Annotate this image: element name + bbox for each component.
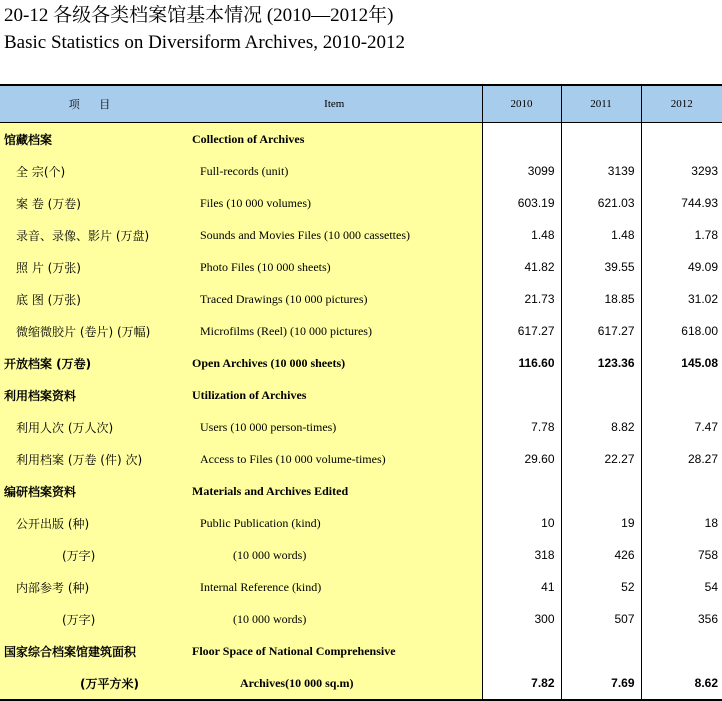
cell-value-2011: 18.85 <box>561 283 641 315</box>
table-row <box>0 539 722 571</box>
row-label-english: Open Archives (10 000 sheets) <box>187 347 482 379</box>
cell-value-2011: 123.36 <box>561 347 641 379</box>
row-label-chinese: 馆藏档案 <box>0 123 187 156</box>
cell-value-2010 <box>482 475 561 507</box>
cell-value-2011: 19 <box>561 507 641 539</box>
cell-value-2010: 318 <box>482 539 561 571</box>
cell-value-2012 <box>641 379 722 411</box>
cell-value-2011: 3139 <box>561 155 641 187</box>
cell-value-2011: 8.82 <box>561 411 641 443</box>
header-item-english: Item <box>187 85 482 123</box>
cell-value-2011 <box>561 475 641 507</box>
row-label-chinese: 开放档案 (万卷) <box>0 347 187 379</box>
table-row <box>0 251 722 283</box>
cell-value-2012 <box>641 635 722 667</box>
cell-value-2012: 618.00 <box>641 315 722 347</box>
cell-value-2012: 145.08 <box>641 347 722 379</box>
table-title-chinese: 20-12 各级各类档案馆基本情况 (2010—2012年) <box>4 5 394 26</box>
cell-value-2010 <box>482 379 561 411</box>
table-row <box>0 187 722 219</box>
cell-value-2010: 7.78 <box>482 411 561 443</box>
table-row <box>0 443 722 475</box>
row-label-english: Full-records (unit) <box>187 155 482 187</box>
row-label-chinese: 内部参考 (种) <box>0 571 187 603</box>
cell-value-2012: 8.62 <box>641 667 722 700</box>
header-year-2011: 2011 <box>561 85 641 123</box>
table-row <box>0 603 722 635</box>
statistics-table <box>0 84 722 701</box>
table-row <box>0 315 722 347</box>
table-row <box>0 475 722 507</box>
table-row <box>0 219 722 251</box>
cell-value-2010: 300 <box>482 603 561 635</box>
cell-value-2010: 116.60 <box>482 347 561 379</box>
cell-value-2012 <box>641 123 722 156</box>
cell-value-2010: 3099 <box>482 155 561 187</box>
cell-value-2012: 744.93 <box>641 187 722 219</box>
cell-value-2010: 10 <box>482 507 561 539</box>
row-label-english: Materials and Archives Edited <box>187 475 482 507</box>
cell-value-2012: 356 <box>641 603 722 635</box>
cell-value-2011 <box>561 123 641 156</box>
cell-value-2011: 621.03 <box>561 187 641 219</box>
cell-value-2011: 52 <box>561 571 641 603</box>
row-label-chinese: 案 卷 (万卷) <box>0 187 187 219</box>
row-label-english: Internal Reference (kind) <box>187 571 482 603</box>
row-label-chinese: 底 图 (万张) <box>0 283 187 315</box>
table-title-english: Basic Statistics on Diversiform Archives, 2010-2012 <box>4 32 406 53</box>
table-row <box>0 411 722 443</box>
row-label-english: Access to Files (10 000 volume-times) <box>187 443 482 475</box>
cell-value-2010: 29.60 <box>482 443 561 475</box>
row-label-english: Files (10 000 volumes) <box>187 187 482 219</box>
table-row <box>0 347 722 379</box>
cell-value-2012: 3293 <box>641 155 722 187</box>
row-label-english: Collection of Archives <box>187 123 482 156</box>
cell-value-2011: 617.27 <box>561 315 641 347</box>
cell-value-2010: 7.82 <box>482 667 561 700</box>
row-label-chinese: 公开出版 (种) <box>0 507 187 539</box>
cell-value-2012 <box>641 475 722 507</box>
row-label-chinese: (万字) <box>0 539 187 571</box>
cell-value-2010: 21.73 <box>482 283 561 315</box>
row-label-english: Photo Files (10 000 sheets) <box>187 251 482 283</box>
row-label-english: Archives(10 000 sq.m) <box>187 667 482 700</box>
cell-value-2010: 617.27 <box>482 315 561 347</box>
row-label-chinese: 利用档案 (万卷 (件) 次) <box>0 443 187 475</box>
row-label-chinese: 利用档案资料 <box>0 379 187 411</box>
cell-value-2012: 31.02 <box>641 283 722 315</box>
row-label-chinese: 录音、录像、影片 (万盘) <box>0 219 187 251</box>
row-label-english: Traced Drawings (10 000 pictures) <box>187 283 482 315</box>
table-row <box>0 507 722 539</box>
row-label-chinese: 照 片 (万张) <box>0 251 187 283</box>
table-body <box>0 123 722 701</box>
table-row <box>0 571 722 603</box>
cell-value-2010: 603.19 <box>482 187 561 219</box>
table-row <box>0 635 722 667</box>
cell-value-2012: 18 <box>641 507 722 539</box>
cell-value-2011: 507 <box>561 603 641 635</box>
cell-value-2010 <box>482 123 561 156</box>
header-year-2010: 2010 <box>482 85 561 123</box>
table-header-row <box>0 85 722 123</box>
row-label-chinese: 全 宗(个) <box>0 155 187 187</box>
cell-value-2011: 1.48 <box>561 219 641 251</box>
row-label-chinese: 利用人次 (万人次) <box>0 411 187 443</box>
row-label-chinese: (万平方米) <box>0 667 187 700</box>
row-label-english: Sounds and Movies Files (10 000 cassettes) <box>187 219 482 251</box>
cell-value-2011: 7.69 <box>561 667 641 700</box>
cell-value-2012: 49.09 <box>641 251 722 283</box>
cell-value-2010: 41 <box>482 571 561 603</box>
row-label-chinese: 国家综合档案馆建筑面积 <box>0 635 187 667</box>
cell-value-2011 <box>561 635 641 667</box>
row-label-chinese: 编研档案资料 <box>0 475 187 507</box>
row-label-english: Public Publication (kind) <box>187 507 482 539</box>
cell-value-2011: 426 <box>561 539 641 571</box>
cell-value-2011: 39.55 <box>561 251 641 283</box>
table-row <box>0 155 722 187</box>
cell-value-2012: 28.27 <box>641 443 722 475</box>
table-row <box>0 667 722 700</box>
row-label-chinese: 微缩微胶片 (卷片) (万幅) <box>0 315 187 347</box>
cell-value-2010 <box>482 635 561 667</box>
row-label-english: Microfilms (Reel) (10 000 pictures) <box>187 315 482 347</box>
cell-value-2012: 54 <box>641 571 722 603</box>
table-row <box>0 379 722 411</box>
table-row <box>0 283 722 315</box>
cell-value-2012: 1.78 <box>641 219 722 251</box>
cell-value-2010: 41.82 <box>482 251 561 283</box>
cell-value-2012: 758 <box>641 539 722 571</box>
row-label-english: Floor Space of National Comprehensive <box>187 635 482 667</box>
row-label-english: Users (10 000 person-times) <box>187 411 482 443</box>
cell-value-2011: 22.27 <box>561 443 641 475</box>
row-label-english: (10 000 words) <box>187 539 482 571</box>
row-label-english: Utilization of Archives <box>187 379 482 411</box>
row-label-chinese: (万字) <box>0 603 187 635</box>
cell-value-2011 <box>561 379 641 411</box>
row-label-english: (10 000 words) <box>187 603 482 635</box>
header-item-chinese: 项 目 <box>0 85 187 123</box>
header-year-2012: 2012 <box>641 85 722 123</box>
table-row <box>0 123 722 156</box>
cell-value-2010: 1.48 <box>482 219 561 251</box>
cell-value-2012: 7.47 <box>641 411 722 443</box>
